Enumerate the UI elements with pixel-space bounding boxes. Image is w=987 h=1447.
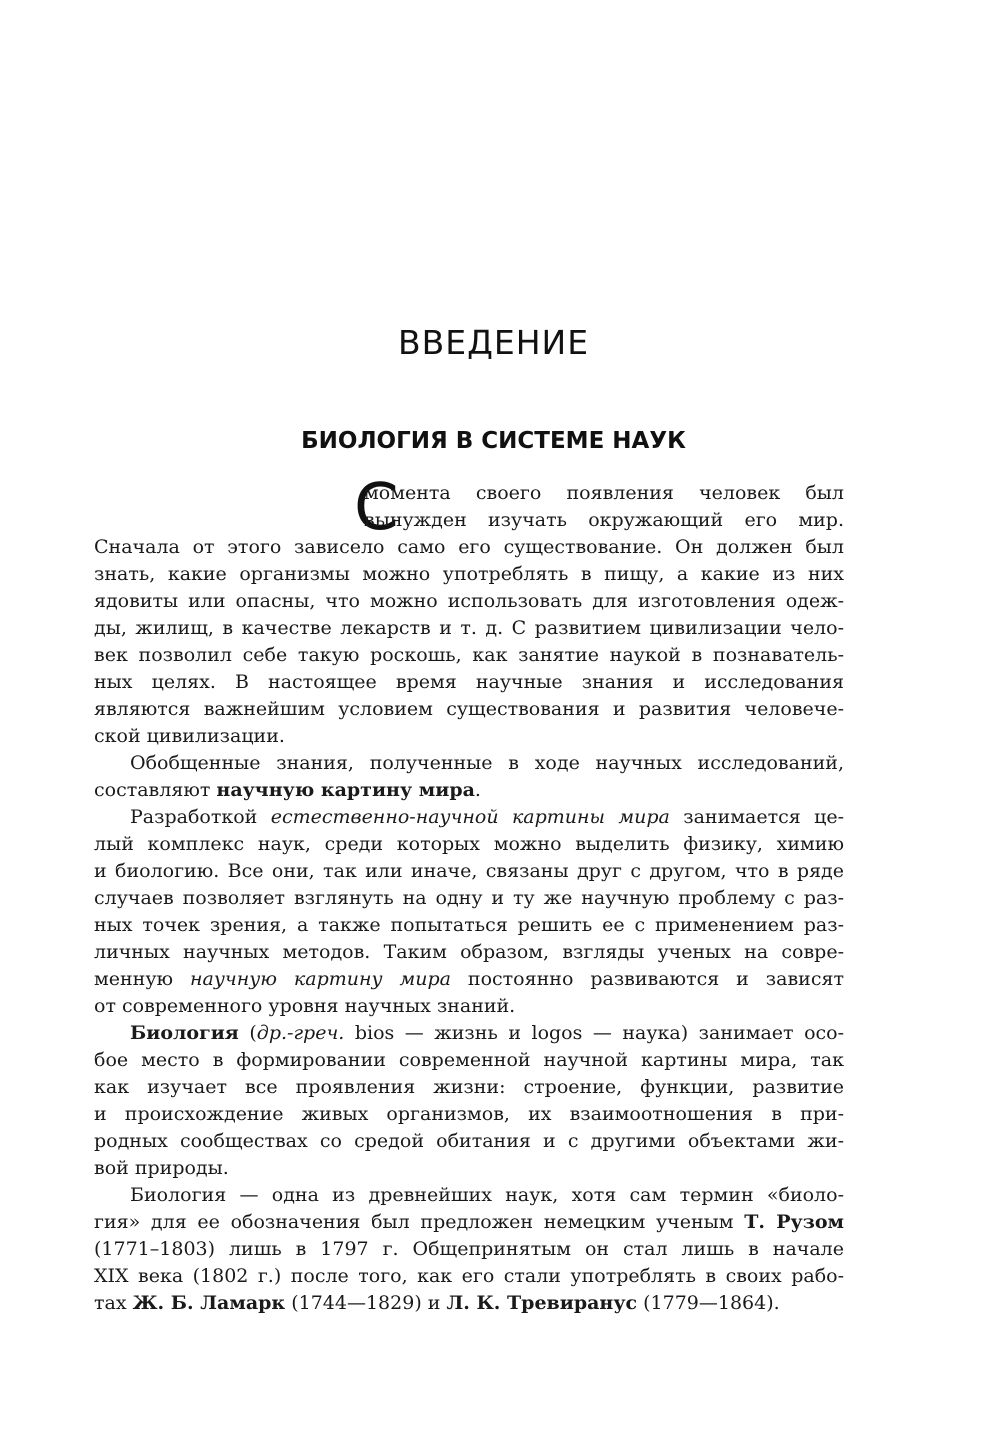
bold-name: Л. К. Тревиранус: [446, 1292, 638, 1314]
text-run: Разработкой: [130, 806, 271, 828]
text-line: [94, 777, 844, 804]
text-run: гия» для ее обозначения был предложен немецким ученым: [94, 1211, 745, 1233]
text-line: момента своего появления человек был: [364, 482, 844, 504]
bold-name: Т. Рузом: [744, 1211, 845, 1233]
text-line: как изучает все проявления жизни: строение, функции, развитие: [94, 1076, 844, 1098]
bold-term: научную картину мира: [216, 779, 475, 801]
text-line: бое место в формировании современной научной картины мира, так: [94, 1049, 844, 1071]
text-run: (: [238, 1022, 257, 1044]
italic-term: др.-греч.: [256, 1022, 345, 1044]
text-run: постоянно развиваются и зависят: [450, 968, 844, 990]
text-line: Биология — одна из древнейших наук, хотя сам термин «биоло-: [130, 1184, 844, 1206]
text-line: Сначала от этого зависело само его существование. Он должен был: [94, 536, 844, 558]
text-line: [94, 966, 844, 993]
drop-cap: С: [354, 471, 399, 545]
paragraph-1: [94, 480, 844, 750]
text-line: (1771–1803) лишь в 1797 г. Общепринятым он стал лишь в начале: [94, 1238, 844, 1260]
paragraph-5: [94, 1182, 844, 1317]
text-run: (1779—1864).: [637, 1292, 780, 1314]
text-line: век позволил себе такую роскошь, как занятие наукой в познаватель-: [94, 644, 844, 666]
text-line: ской цивилизации.: [94, 725, 285, 747]
text-run: занимается це-: [669, 806, 844, 828]
text-run: составляют: [94, 779, 217, 801]
bold-term: Биология: [130, 1022, 239, 1044]
paragraph-3: [94, 804, 844, 1020]
text-line: вынужден изучать окружающий его мир.: [364, 509, 844, 531]
paragraph-2: [94, 750, 844, 804]
text-line: лый комплекс наук, среди которых можно выделить физику, химию: [94, 833, 844, 855]
chapter-title: ВВЕДЕНИЕ: [397, 323, 590, 362]
text-line: Обобщенные знания, полученные в ходе научных исследований,: [130, 752, 844, 774]
text-run: (1744—1829) и: [285, 1292, 447, 1314]
text-line: ядовиты или опасны, что можно использовать для изготовления одеж-: [94, 590, 844, 612]
italic-term: естественно-научной картины мира: [270, 806, 670, 828]
text-line: [94, 1020, 844, 1047]
italic-term: научную картину мира: [190, 968, 451, 990]
text-line: от современного уровня научных знаний.: [94, 995, 516, 1017]
text-line: вой природы.: [94, 1157, 229, 1179]
text-line: знать, какие организмы можно употреблять в пищу, а какие из них: [94, 563, 844, 585]
bold-name: Ж. Б. Ламарк: [132, 1292, 286, 1314]
text-line: ных целях. В настоящее время научные знания и исследования: [94, 671, 844, 693]
text-line: родных сообществах со средой обитания и с другими объектами жи-: [94, 1130, 844, 1152]
text-line: случаев позволяет взглянуть на одну и ту же научную проблему с раз-: [94, 887, 844, 909]
text-line: [94, 1209, 844, 1236]
text-line: являются важнейшим условием существования и развития человече-: [94, 698, 844, 720]
text-run: менную: [94, 968, 191, 990]
text-line: и происхождение живых организмов, их взаимоотношения в при-: [94, 1103, 844, 1125]
text-line: [94, 804, 844, 831]
text-run: тах: [94, 1292, 133, 1314]
section-title: БИОЛОГИЯ В СИСТЕМЕ НАУК: [301, 428, 686, 454]
text-line: ды, жилищ, в качестве лекарств и т. д. С развитием цивилизации чело-: [94, 617, 844, 639]
text-line: XIX века (1802 г.) после того, как его стали употреблять в своих рабо-: [94, 1265, 844, 1287]
text-line: личных научных методов. Таким образом, взгляды ученых на совре-: [94, 941, 844, 963]
text-line: ных точек зрения, а также попытаться решить ее с применением раз-: [94, 914, 844, 936]
paragraph-4: [94, 1020, 844, 1182]
text-run: .: [474, 779, 481, 801]
text-run: bios — жизнь и logos — наука) занимает осо-: [344, 1022, 845, 1044]
body-text: [94, 480, 844, 1317]
text-line: и биологию. Все они, так или иначе, связаны друг с другом, что в ряде: [94, 860, 844, 882]
text-line: [94, 1290, 844, 1317]
